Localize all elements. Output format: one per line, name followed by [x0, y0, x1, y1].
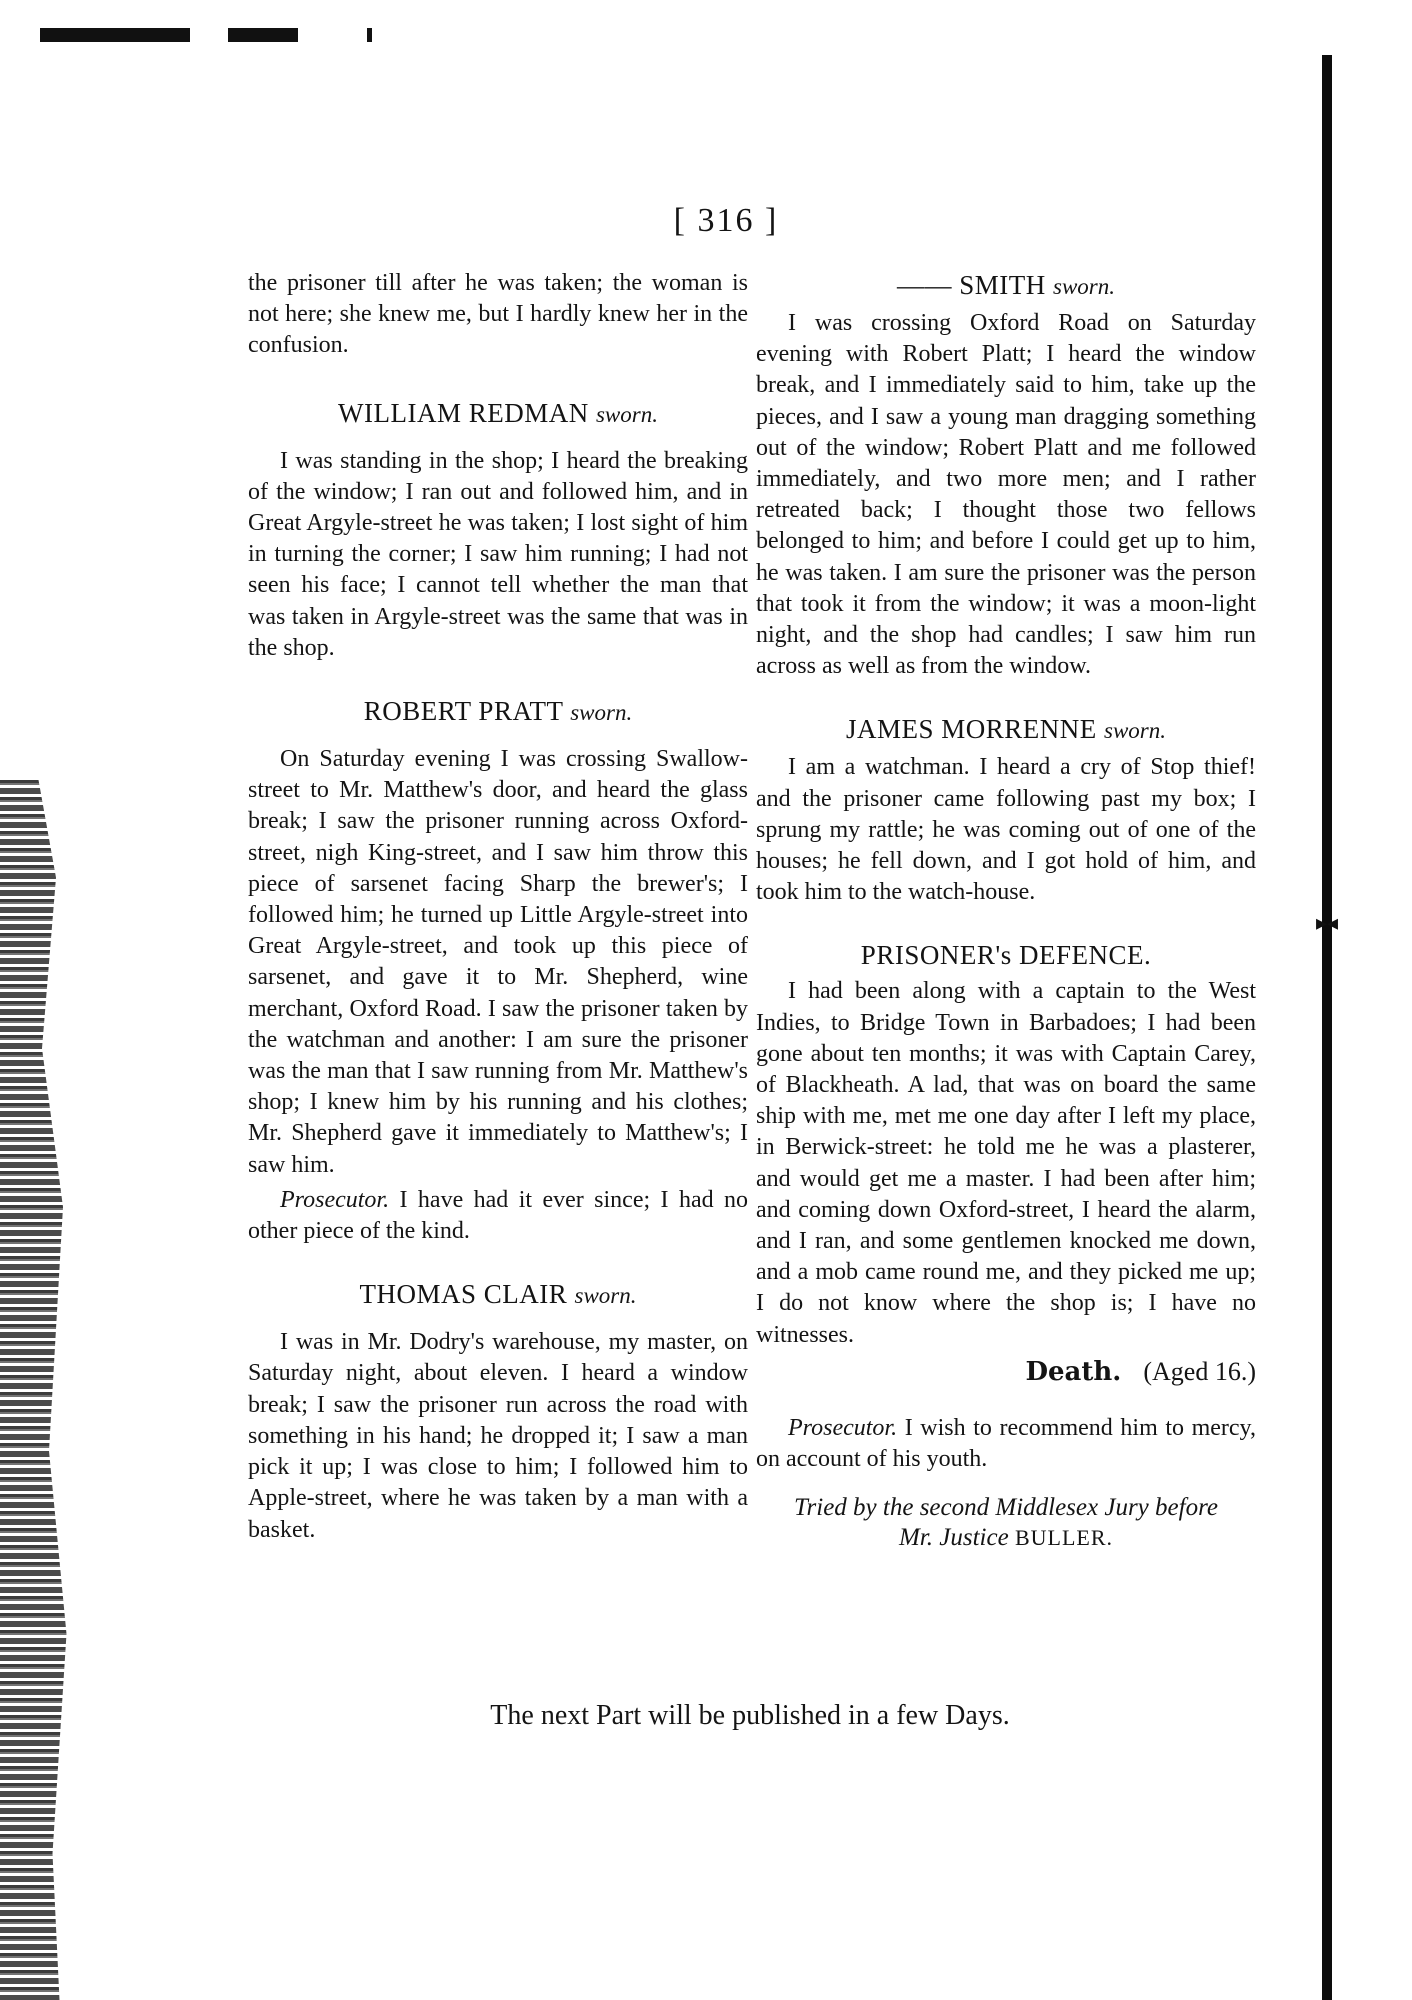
witness-heading — [756, 268, 1256, 304]
judge-name: BULLER. — [1014, 1525, 1113, 1551]
witness-name: ROBERT PRATT — [363, 696, 563, 727]
margin-mark: ▸◂ — [1316, 910, 1339, 935]
witness-name: WILLIAM REDMAN — [338, 397, 589, 428]
sworn-label: sworn. — [570, 700, 633, 726]
prosecutor-statement — [248, 1185, 748, 1247]
trial-note-line: Tried by the second Middlesex Jury before — [794, 1494, 1218, 1522]
sworn-label: sworn. — [1104, 718, 1167, 744]
witness-heading — [756, 712, 1256, 748]
prisoner-age: (Aged 16.) — [1143, 1356, 1256, 1386]
sworn-label: sworn. — [1053, 274, 1115, 299]
binding-shadow — [0, 780, 70, 2000]
page-edge-shadow — [1322, 55, 1332, 2000]
testimony-paragraph: On Saturday evening I was crossing Swallow-street to Mr. Matthew's door, and heard the glass break; I saw the prisoner running across Oxford-street, nigh King-street, and I saw him throw this piece of sarsenet facing Sharp the brewer's; I followed him; he turned up Little Argyle-street into Great Argyle-street, and took up this piece of sarsenet, and gave it to Mr. Shepherd, wine merchant, Oxford Road. I saw the prisoner taken by the watchman and another: I am sure the prisoner was the man that I saw running from Mr. Matthew's shop; I knew him by his running and his clothes; Mr. Shepherd gave it immediately to Matthew's; I saw him. — [248, 746, 748, 1178]
sworn-label: sworn. — [574, 1283, 637, 1309]
trial-note-judge-line — [756, 1523, 1256, 1553]
scan-blot — [40, 28, 190, 42]
witness-name: THOMAS CLAIR — [359, 1279, 568, 1310]
prosecutor-label: Prosecutor. — [280, 1186, 390, 1213]
verdict-line — [756, 1355, 1256, 1389]
prosecutor-label: Prosecutor. — [788, 1414, 898, 1441]
sentence: Death. — [1025, 1356, 1122, 1387]
testimony-paragraph: I was standing in the shop; I heard the breaking of the window; I ran out and followed him, and in Great Argyle-street he was taken; I lost sight of him in turning the corner; I saw him running; I had not seen his face; I cannot tell whether the man that was taken in Argyle-street was the same that was in the shop. — [248, 447, 748, 661]
sworn-label: sworn. — [595, 401, 658, 427]
recommendation-text: I wish to recommend him to mercy, on account of his youth. — [756, 1414, 1257, 1473]
left-column — [248, 268, 748, 1546]
scan-blot — [228, 28, 298, 42]
prosecutor-text: I have had it ever since; I had no other piece of the kind. — [248, 1186, 749, 1245]
scan-blot — [367, 28, 372, 42]
page-number: [ 316 ] — [673, 202, 779, 239]
witness-name: —— SMITH — [896, 270, 1046, 300]
trial-note — [756, 1493, 1256, 1553]
witness-heading — [248, 694, 748, 730]
right-column — [756, 268, 1256, 1553]
witness-heading — [248, 396, 748, 432]
defence-paragraph: I had been along with a captain to the West Indies, to Bridge Town in Barbadoes; I had been gone about ten months; it was with Captain Carey, of Blackheath. A lad, that was on board the same ship with me, met me one day after I left my place, in Berwick-street: he told me he was a plasterer, and would get me a master. I had been after him; and coming down Oxford-street, I heard the alarm, and I ran, and some gentlemen knocked me down, and a mob came round me, and they picked me up; I do not know where the shop is; I have no witnesses. — [756, 978, 1256, 1348]
testimony-paragraph: I am a watchman. I heard a cry of Stop thief! and the prisoner came following past my box; I sprung my rattle; he was coming out of one of the houses; he fell down, and I got hold of him, and took him to the watch-house. — [756, 754, 1256, 906]
witness-heading — [248, 1277, 748, 1313]
testimony-paragraph: I was crossing Oxford Road on Saturday evening with Robert Platt; I heard the window break, and I immediately said to him, take up the pieces, and I saw a young man dragging something out of the window; Robert Platt and me followed immediately, and two more men; and I rather retreated back; I thought those two fellows belonged to him; and before I could get up to him, he was taken. I am sure the prisoner was the person that took it from the window; it was a moon-light night, and the shop had candles; I saw him run across as well as from the window. — [756, 310, 1256, 680]
continued-testimony: the prisoner till after he was taken; the woman is not here; she knew me, but I hardly knew her in the confusion. — [248, 270, 748, 359]
witness-name: JAMES MORRENNE — [845, 714, 1097, 745]
recommendation-paragraph — [756, 1413, 1256, 1475]
publication-note: The next Part will be published in a few Days. — [490, 1700, 1010, 1731]
testimony-paragraph: I was in Mr. Dodry's warehouse, my master, on Saturday night, about eleven. I heard a window break; I saw the prisoner run across the road with something in his hand; he dropped it; I saw a man pick it up; I was close to him; I followed him to Apple-street, where he was taken by a man with a basket. — [248, 1329, 748, 1543]
defence-heading: PRISONER's DEFENCE. — [860, 940, 1152, 971]
judge-title: Mr. Justice — [898, 1524, 1009, 1552]
